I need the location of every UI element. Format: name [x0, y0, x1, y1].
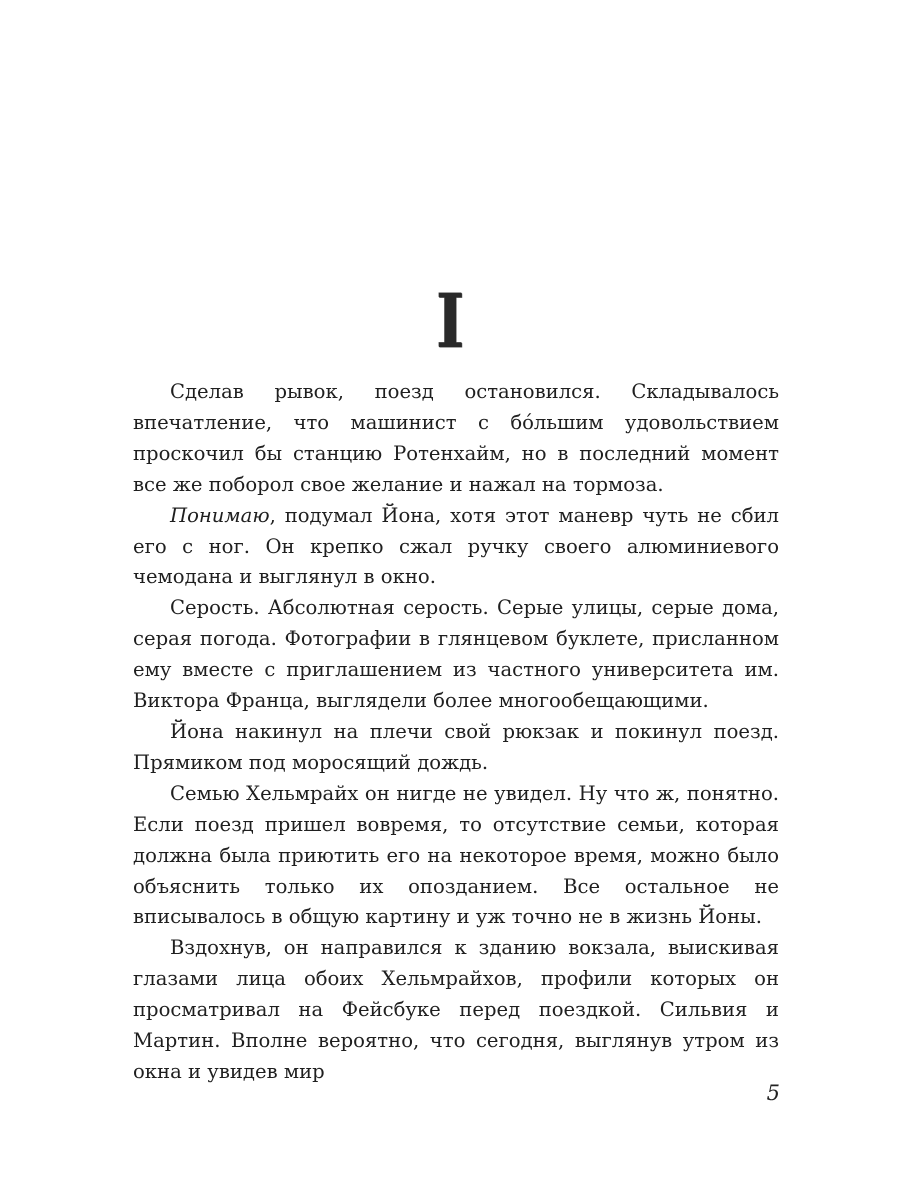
paragraph-text: Сделав рывок, поезд остановился. Складывалось впечатление, что машинист с бóльшим удовольствием проскочил бы станцию Ротенхайм, но в последний момент все же поборол свое желание и нажал на тормоза.	[133, 380, 779, 496]
paragraph-text: Вздохнув, он направился к зданию вокзала, выискивая глазами лица обоих Хельмрайхов, профили которых он просматривал на Фейсбуке перед поездкой. Сильвия и Мартин. Вполне вероятно, что сегодня, выглянув утром из окна и увидев мир	[133, 936, 779, 1083]
paragraph	[133, 779, 779, 934]
paragraph	[133, 717, 779, 779]
page-number: 5	[766, 1081, 780, 1105]
paragraph	[133, 593, 779, 717]
paragraph-text: Йона накинул на плечи свой рюкзак и покинул поезд. Прямиком под моросящий дождь.	[133, 719, 779, 774]
paragraph-text: Серость. Абсолютная серость. Серые улицы, серые дома, серая погода. Фотографии в глянцевом буклете, присланном ему вместе с приглашением из частного университета им. Виктора Франца, выглядели более многообещающими.	[133, 596, 779, 713]
body-text	[133, 377, 779, 1088]
italic-lead: Понимаю	[170, 503, 270, 527]
paragraph	[133, 501, 779, 594]
paragraph	[133, 377, 779, 501]
paragraph-text: Семью Хельмрайх он нигде не увидел. Ну что ж, понятно. Если поезд пришел вовремя, то отсутствие семьи, которая должна была приютить его на некоторое время, можно было объяснить только их опозданием. Все остальное не вписывалось в общую картину и уж точно не в жизнь Йоны.	[133, 781, 779, 929]
paragraph-text: , подумал Йона, хотя этот маневр чуть не сбил его с ног. Он крепко сжал ручку своего алюминиевого чемодана и выглянул в окно.	[133, 503, 779, 589]
chapter-numeral-text: I	[435, 279, 465, 365]
paragraph	[133, 933, 779, 1088]
chapter-numeral	[0, 279, 900, 365]
